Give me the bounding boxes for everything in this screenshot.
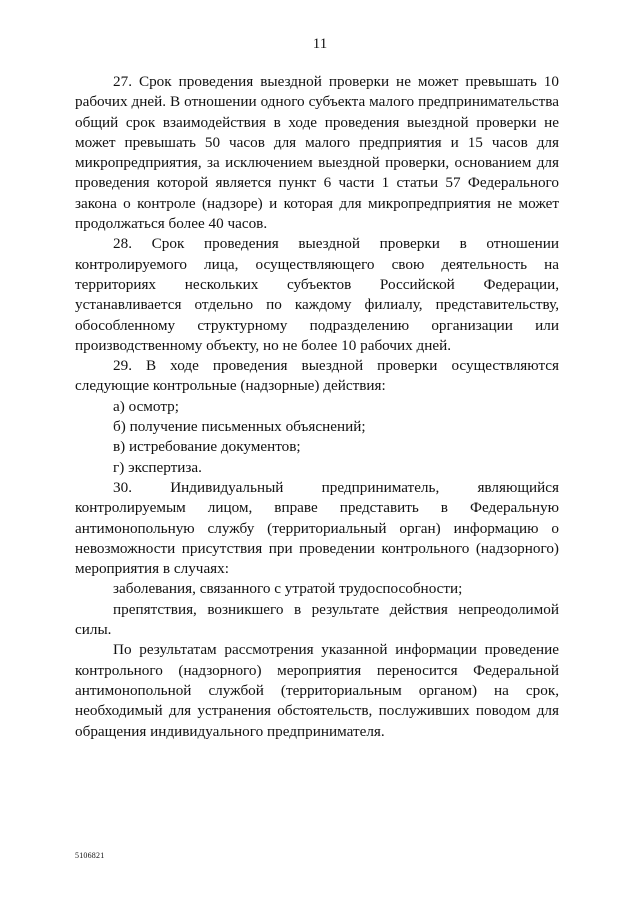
paragraph-30: 30. Индивидуальный предприниматель, являющийся контролируемым лицом, вправе представить в Федеральную антимонопольную службу (территориальный орган) информацию о невозможности присутствия при проведении контрольного (надзорного) мероприятия в случаях: [75, 478, 559, 578]
page-number: 11 [312, 36, 328, 52]
document-body [75, 72, 559, 742]
paragraph-28: 28. Срок проведения выездной проверки в отношении контролируемого лица, осуществляющего свою деятельность на территориях нескольких субъектов Российской Федерации, устанавливается отдельно по каждому филиалу, представительству, обособленному структурному подразделению организации или производственному объекту, но не более 10 рабочих дней. [75, 235, 559, 354]
case-force-majeure: препятствия, возникшего в результате действия непреодолимой силы. [75, 600, 559, 639]
list-item-g: г) экспертиза. [113, 458, 202, 476]
case-illness: заболевания, связанного с утратой трудоспособности; [113, 580, 463, 598]
list-item-a: а) осмотр; [113, 397, 179, 415]
list-item-v: в) истребование документов; [113, 438, 301, 456]
paragraph-29: 29. В ходе проведения выездной проверки осуществляются следующие контрольные (надзорные) действия: [75, 357, 559, 395]
list-item-b: б) получение письменных объяснений; [113, 418, 366, 436]
paragraph-postponement: По результатам рассмотрения указанной информации проведение контрольного (надзорного) мероприятия переносится Федеральной антимонопольной службой (территориальным органом) на срок, необходимый для устранения обстоятельств, послуживших поводом для обращения индивидуального предпринимателя. [75, 641, 559, 740]
paragraph-27: 27. Срок проведения выездной проверки не может превышать 10 рабочих дней. В отношении одного субъекта малого предпринимательства общий срок взаимодействия в ходе проведения выездной проверки не может превышать 50 часов для малого предприятия и 15 часов для микропредприятия, за исключением выездной проверки, основанием для проведения которой является пункт 6 части 1 статьи 57 Федерального закона о контроле (надзоре) и которая для микропредприятия не может продолжаться более 40 часов. [75, 73, 559, 233]
document-id: 5106821 [75, 851, 105, 860]
